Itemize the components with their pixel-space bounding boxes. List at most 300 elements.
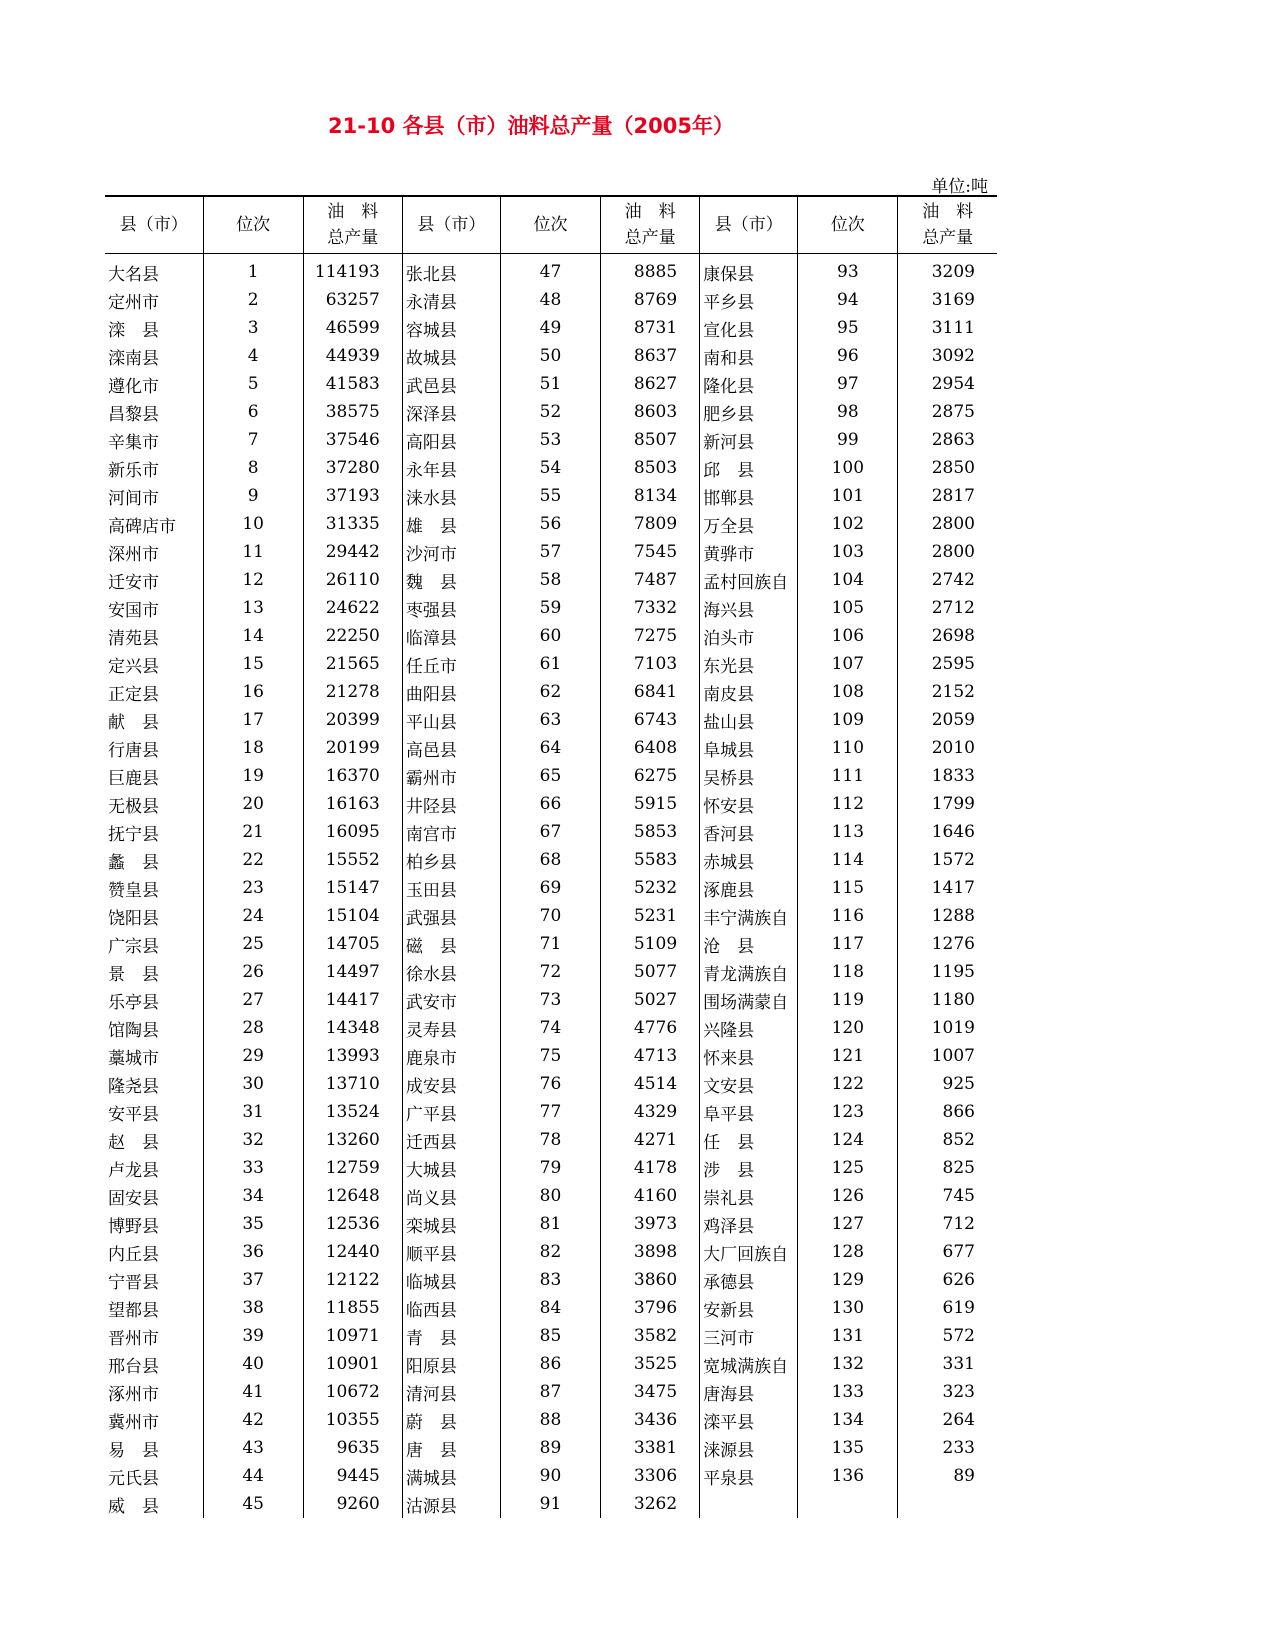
output-value: 6275: [601, 762, 700, 790]
county-name: 宽城满族自: [700, 1350, 798, 1378]
rank-number: 21: [203, 818, 303, 846]
county-name: 涞源县: [700, 1434, 798, 1462]
rank-number: 14: [203, 622, 303, 650]
output-value: 29442: [303, 538, 402, 566]
output-value: 5853: [601, 818, 700, 846]
table-row: [105, 1434, 997, 1462]
output-value: 8885: [601, 254, 700, 287]
output-value: 5231: [601, 902, 700, 930]
rank-number: 111: [798, 762, 898, 790]
county-name: 阳原县: [402, 1350, 500, 1378]
county-name: 新乐市: [105, 454, 203, 482]
output-value: 41583: [303, 370, 402, 398]
county-name: 献 县: [105, 706, 203, 734]
rank-number: 67: [500, 818, 600, 846]
output-value: 5077: [601, 958, 700, 986]
output-value: 3582: [601, 1322, 700, 1350]
county-name: 元氏县: [105, 1462, 203, 1490]
rank-number: 75: [500, 1042, 600, 1070]
output-value: 6743: [601, 706, 700, 734]
county-name: 蠡 县: [105, 846, 203, 874]
rank-number: 44: [203, 1462, 303, 1490]
rank-number: 107: [798, 650, 898, 678]
header-value: 油 料 总产量: [303, 196, 402, 254]
county-name: 霸州市: [402, 762, 500, 790]
rank-number: 102: [798, 510, 898, 538]
rank-number: 123: [798, 1098, 898, 1126]
county-name: 高阳县: [402, 426, 500, 454]
rank-number: 78: [500, 1126, 600, 1154]
output-value: 21565: [303, 650, 402, 678]
rank-number: 35: [203, 1210, 303, 1238]
output-value: 3860: [601, 1266, 700, 1294]
output-value: 3169: [931, 290, 975, 310]
rank-number: 49: [500, 314, 600, 342]
rank-number: 68: [500, 846, 600, 874]
county-name: 武邑县: [402, 370, 500, 398]
output-value: 3436: [601, 1406, 700, 1434]
output-value: 8503: [601, 454, 700, 482]
output-value: 5027: [601, 986, 700, 1014]
rank-number: 69: [500, 874, 600, 902]
output-value: 1288: [931, 906, 975, 926]
county-name: 怀来县: [700, 1042, 798, 1070]
output-value: 4329: [601, 1098, 700, 1126]
output-value: 16095: [303, 818, 402, 846]
output-value: 2698: [931, 626, 975, 646]
output-value: 14705: [303, 930, 402, 958]
output-value: 6408: [601, 734, 700, 762]
county-name: 围场满蒙自: [700, 986, 798, 1014]
rank-number: 2: [203, 286, 303, 314]
county-name: 曲阳县: [402, 678, 500, 706]
output-value: 12759: [303, 1154, 402, 1182]
rank-number: 109: [798, 706, 898, 734]
header-rank: 位次: [203, 196, 303, 254]
rank-number: 39: [203, 1322, 303, 1350]
rank-number: 41: [203, 1378, 303, 1406]
county-name: 新河县: [700, 426, 798, 454]
rank-number: 101: [798, 482, 898, 510]
county-name: 顺平县: [402, 1238, 500, 1266]
rank-number: 70: [500, 902, 600, 930]
county-name: 南皮县: [700, 678, 798, 706]
output-value: 8637: [601, 342, 700, 370]
output-value: 3306: [601, 1462, 700, 1490]
rank-number: 97: [798, 370, 898, 398]
county-name: 景 县: [105, 958, 203, 986]
rank-number: 7: [203, 426, 303, 454]
rank-number: 56: [500, 510, 600, 538]
rank-number: 24: [203, 902, 303, 930]
rank-number: 84: [500, 1294, 600, 1322]
county-name: 栾城县: [402, 1210, 500, 1238]
county-name: 平乡县: [700, 286, 798, 314]
rank-number: 130: [798, 1294, 898, 1322]
output-value: 4178: [601, 1154, 700, 1182]
rank-number: 13: [203, 594, 303, 622]
output-value: 13524: [303, 1098, 402, 1126]
rank-number: 125: [798, 1154, 898, 1182]
county-name: 大厂回族自: [700, 1238, 798, 1266]
table-row: [105, 1070, 997, 1098]
table-row: [105, 510, 997, 538]
rank-number: 32: [203, 1126, 303, 1154]
rank-number: 87: [500, 1378, 600, 1406]
output-value: 11855: [303, 1294, 402, 1322]
output-value: 13993: [303, 1042, 402, 1070]
county-name: 临西县: [402, 1294, 500, 1322]
county-name: 永清县: [402, 286, 500, 314]
output-value: 3209: [931, 262, 975, 282]
output-value: 1019: [931, 1018, 975, 1038]
output-value: 5583: [601, 846, 700, 874]
table-row: [105, 1322, 997, 1350]
table-row: [105, 818, 997, 846]
output-value: 3898: [601, 1238, 700, 1266]
county-name: 巨鹿县: [105, 762, 203, 790]
rank-number: 10: [203, 510, 303, 538]
output-value: 12648: [303, 1182, 402, 1210]
county-name: 香河县: [700, 818, 798, 846]
table-row: [105, 762, 997, 790]
rank-number: 37: [203, 1266, 303, 1294]
county-name: 南和县: [700, 342, 798, 370]
table-row: [105, 286, 997, 314]
county-name: 涿鹿县: [700, 874, 798, 902]
output-value: 2800: [931, 514, 975, 534]
county-name: 丰宁满族自: [700, 902, 798, 930]
county-name: 沙河市: [402, 538, 500, 566]
output-value: 8134: [601, 482, 700, 510]
county-name: 武安市: [402, 986, 500, 1014]
rank-number: 108: [798, 678, 898, 706]
output-value: 2875: [931, 402, 975, 422]
output-value: 31335: [303, 510, 402, 538]
rank-number: 9: [203, 482, 303, 510]
output-value: 15104: [303, 902, 402, 930]
county-name: 辛集市: [105, 426, 203, 454]
output-value: 3973: [601, 1210, 700, 1238]
county-name: 高碑店市: [105, 510, 203, 538]
output-value: 677: [942, 1242, 975, 1262]
county-name: 博野县: [105, 1210, 203, 1238]
table-row: [105, 254, 997, 287]
county-name: 磁 县: [402, 930, 500, 958]
county-name: 唐 县: [402, 1434, 500, 1462]
header-county: 县（市）: [105, 196, 203, 254]
rank-number: 64: [500, 734, 600, 762]
output-value: 1417: [931, 878, 975, 898]
rank-number: 94: [798, 286, 898, 314]
table-row: [105, 1490, 997, 1518]
rank-number: 118: [798, 958, 898, 986]
table-header: [105, 196, 997, 254]
output-value: 15552: [303, 846, 402, 874]
county-name: 沽源县: [402, 1490, 500, 1518]
output-value: 14348: [303, 1014, 402, 1042]
rank-number: 131: [798, 1322, 898, 1350]
county-name: 邢台县: [105, 1350, 203, 1378]
output-value: 1180: [931, 990, 975, 1010]
output-value: 2152: [931, 682, 975, 702]
output-value: 8731: [601, 314, 700, 342]
county-name: 唐海县: [700, 1378, 798, 1406]
rank-number: 85: [500, 1322, 600, 1350]
output-value: 6841: [601, 678, 700, 706]
table-row: [105, 678, 997, 706]
header-rank: 位次: [798, 196, 898, 254]
county-name: 晋州市: [105, 1322, 203, 1350]
table-row: [105, 622, 997, 650]
rank-number: 58: [500, 566, 600, 594]
county-name: 阜平县: [700, 1098, 798, 1126]
rank-number: 112: [798, 790, 898, 818]
page-title: 21-10 各县（市）油料总产量（2005年）: [328, 114, 734, 138]
county-name: 广平县: [402, 1098, 500, 1126]
output-value: 7275: [601, 622, 700, 650]
table-row: [105, 1462, 997, 1490]
county-name: 安新县: [700, 1294, 798, 1322]
output-value: 8603: [601, 398, 700, 426]
county-name: 兴隆县: [700, 1014, 798, 1042]
rank-number: 66: [500, 790, 600, 818]
county-name: 雄 县: [402, 510, 500, 538]
rank-number: 77: [500, 1098, 600, 1126]
output-value: 63257: [303, 286, 402, 314]
output-value: 2010: [931, 738, 975, 758]
output-value: 4160: [601, 1182, 700, 1210]
rank-number: 3: [203, 314, 303, 342]
county-name: 昌黎县: [105, 398, 203, 426]
output-value: 2712: [931, 598, 975, 618]
output-value: 7487: [601, 566, 700, 594]
rank-number: 95: [798, 314, 898, 342]
header-county: 县（市）: [402, 196, 500, 254]
table-row: [105, 314, 997, 342]
table-row: [105, 1098, 997, 1126]
rank-number: 121: [798, 1042, 898, 1070]
output-value: 7545: [601, 538, 700, 566]
output-value: 15147: [303, 874, 402, 902]
rank-number: 26: [203, 958, 303, 986]
output-value: 4776: [601, 1014, 700, 1042]
table-row: [105, 958, 997, 986]
county-name: 武强县: [402, 902, 500, 930]
table-row: [105, 482, 997, 510]
rank-number: 104: [798, 566, 898, 594]
county-name: 任 县: [700, 1126, 798, 1154]
county-name: 涿州市: [105, 1378, 203, 1406]
rank-number: 18: [203, 734, 303, 762]
county-name: 乐亭县: [105, 986, 203, 1014]
rank-number: 80: [500, 1182, 600, 1210]
county-name: 广宗县: [105, 930, 203, 958]
county-name: 魏 县: [402, 566, 500, 594]
rank-number: 136: [798, 1462, 898, 1490]
county-name: 馆陶县: [105, 1014, 203, 1042]
table-row: [105, 398, 997, 426]
output-value: 3381: [601, 1434, 700, 1462]
output-value: 1007: [931, 1046, 975, 1066]
county-name: 井陉县: [402, 790, 500, 818]
header-county: 县（市）: [700, 196, 798, 254]
table-row: [105, 734, 997, 762]
rank-number: 31: [203, 1098, 303, 1126]
table-row: [105, 1406, 997, 1434]
county-name: 黄骅市: [700, 538, 798, 566]
output-value: 44939: [303, 342, 402, 370]
county-name: 大城县: [402, 1154, 500, 1182]
header-value: 油 料 总产量: [898, 196, 997, 254]
rank-number: 113: [798, 818, 898, 846]
county-name: 遵化市: [105, 370, 203, 398]
county-name: 平山县: [402, 706, 500, 734]
output-value: 4514: [601, 1070, 700, 1098]
county-name: 河间市: [105, 482, 203, 510]
rank-number: 33: [203, 1154, 303, 1182]
rank-number: 119: [798, 986, 898, 1014]
rank-number: 55: [500, 482, 600, 510]
rank-number: 82: [500, 1238, 600, 1266]
table-row: [105, 1126, 997, 1154]
county-name: 张北县: [402, 254, 500, 287]
rank-number: 79: [500, 1154, 600, 1182]
county-name: 沧 县: [700, 930, 798, 958]
county-name: 隆化县: [700, 370, 798, 398]
county-name: 迁西县: [402, 1126, 500, 1154]
county-name: 饶阳县: [105, 902, 203, 930]
rank-number: 45: [203, 1490, 303, 1518]
county-name: 望都县: [105, 1294, 203, 1322]
output-value: 2059: [931, 710, 975, 730]
rank-number: 117: [798, 930, 898, 958]
rank-number: 43: [203, 1434, 303, 1462]
output-table: [105, 195, 997, 1518]
county-name: 临漳县: [402, 622, 500, 650]
county-name: 平泉县: [700, 1462, 798, 1490]
output-value: 9260: [303, 1490, 402, 1518]
rank-number: 126: [798, 1182, 898, 1210]
rank-number: 81: [500, 1210, 600, 1238]
output-value: 12440: [303, 1238, 402, 1266]
rank-number: 42: [203, 1406, 303, 1434]
table-row: [105, 1014, 997, 1042]
table-row: [105, 650, 997, 678]
output-value: 2954: [931, 374, 975, 394]
rank-number: 5: [203, 370, 303, 398]
county-name: 隆尧县: [105, 1070, 203, 1098]
county-name: 康保县: [700, 254, 798, 287]
rank-number: 19: [203, 762, 303, 790]
output-value: 2742: [931, 570, 975, 590]
rank-number: 116: [798, 902, 898, 930]
output-value: 712: [942, 1214, 975, 1234]
rank-number: 86: [500, 1350, 600, 1378]
table-row: [105, 1378, 997, 1406]
county-name: 海兴县: [700, 594, 798, 622]
rank-number: 83: [500, 1266, 600, 1294]
output-value: 264: [942, 1410, 975, 1430]
table-row: [105, 790, 997, 818]
rank-number: 76: [500, 1070, 600, 1098]
county-name: 易 县: [105, 1434, 203, 1462]
output-value: 1646: [931, 822, 975, 842]
output-value: 114193: [303, 254, 402, 287]
rank-number: 88: [500, 1406, 600, 1434]
county-name: 玉田县: [402, 874, 500, 902]
rank-number: 89: [500, 1434, 600, 1462]
rank-number: 129: [798, 1266, 898, 1294]
output-value: 572: [942, 1326, 975, 1346]
county-name: 宁晋县: [105, 1266, 203, 1294]
rank-number: 11: [203, 538, 303, 566]
rank-number: 106: [798, 622, 898, 650]
county-name: 邯郸县: [700, 482, 798, 510]
output-value: 5915: [601, 790, 700, 818]
rank-number: 115: [798, 874, 898, 902]
output-value: 825: [942, 1158, 975, 1178]
output-value: 10355: [303, 1406, 402, 1434]
output-value: 3796: [601, 1294, 700, 1322]
county-name: 阜城县: [700, 734, 798, 762]
county-name: 怀安县: [700, 790, 798, 818]
output-value: 24622: [303, 594, 402, 622]
county-name: 吴桥县: [700, 762, 798, 790]
county-name: 滦 县: [105, 314, 203, 342]
county-name: 万全县: [700, 510, 798, 538]
rank-number: 120: [798, 1014, 898, 1042]
rank-number: 15: [203, 650, 303, 678]
rank-number: 99: [798, 426, 898, 454]
output-value: 745: [942, 1186, 975, 1206]
county-name: 任丘市: [402, 650, 500, 678]
table-row: [105, 594, 997, 622]
rank-number: 127: [798, 1210, 898, 1238]
rank-number: 22: [203, 846, 303, 874]
output-value: 866: [942, 1102, 975, 1122]
output-value: 2595: [931, 654, 975, 674]
table-row: [105, 706, 997, 734]
table-row: [105, 1042, 997, 1070]
output-value: 8769: [601, 286, 700, 314]
rank-number: 20: [203, 790, 303, 818]
county-name: 宣化县: [700, 314, 798, 342]
county-name: 赞皇县: [105, 874, 203, 902]
table-row: [105, 426, 997, 454]
rank-number: 38: [203, 1294, 303, 1322]
rank-number: 74: [500, 1014, 600, 1042]
rank-number: 54: [500, 454, 600, 482]
county-name: 清河县: [402, 1378, 500, 1406]
output-value: 16163: [303, 790, 402, 818]
county-name: 成安县: [402, 1070, 500, 1098]
county-name: 行唐县: [105, 734, 203, 762]
output-value: 22250: [303, 622, 402, 650]
rank-number: 73: [500, 986, 600, 1014]
county-name: 永年县: [402, 454, 500, 482]
county-name: 迁安市: [105, 566, 203, 594]
rank-number: 105: [798, 594, 898, 622]
output-value: 4713: [601, 1042, 700, 1070]
county-name: 高邑县: [402, 734, 500, 762]
output-value: 10971: [303, 1322, 402, 1350]
output-value: 14417: [303, 986, 402, 1014]
rank-number: 110: [798, 734, 898, 762]
rank-number: 28: [203, 1014, 303, 1042]
table-row: [105, 566, 997, 594]
rank-number: 100: [798, 454, 898, 482]
